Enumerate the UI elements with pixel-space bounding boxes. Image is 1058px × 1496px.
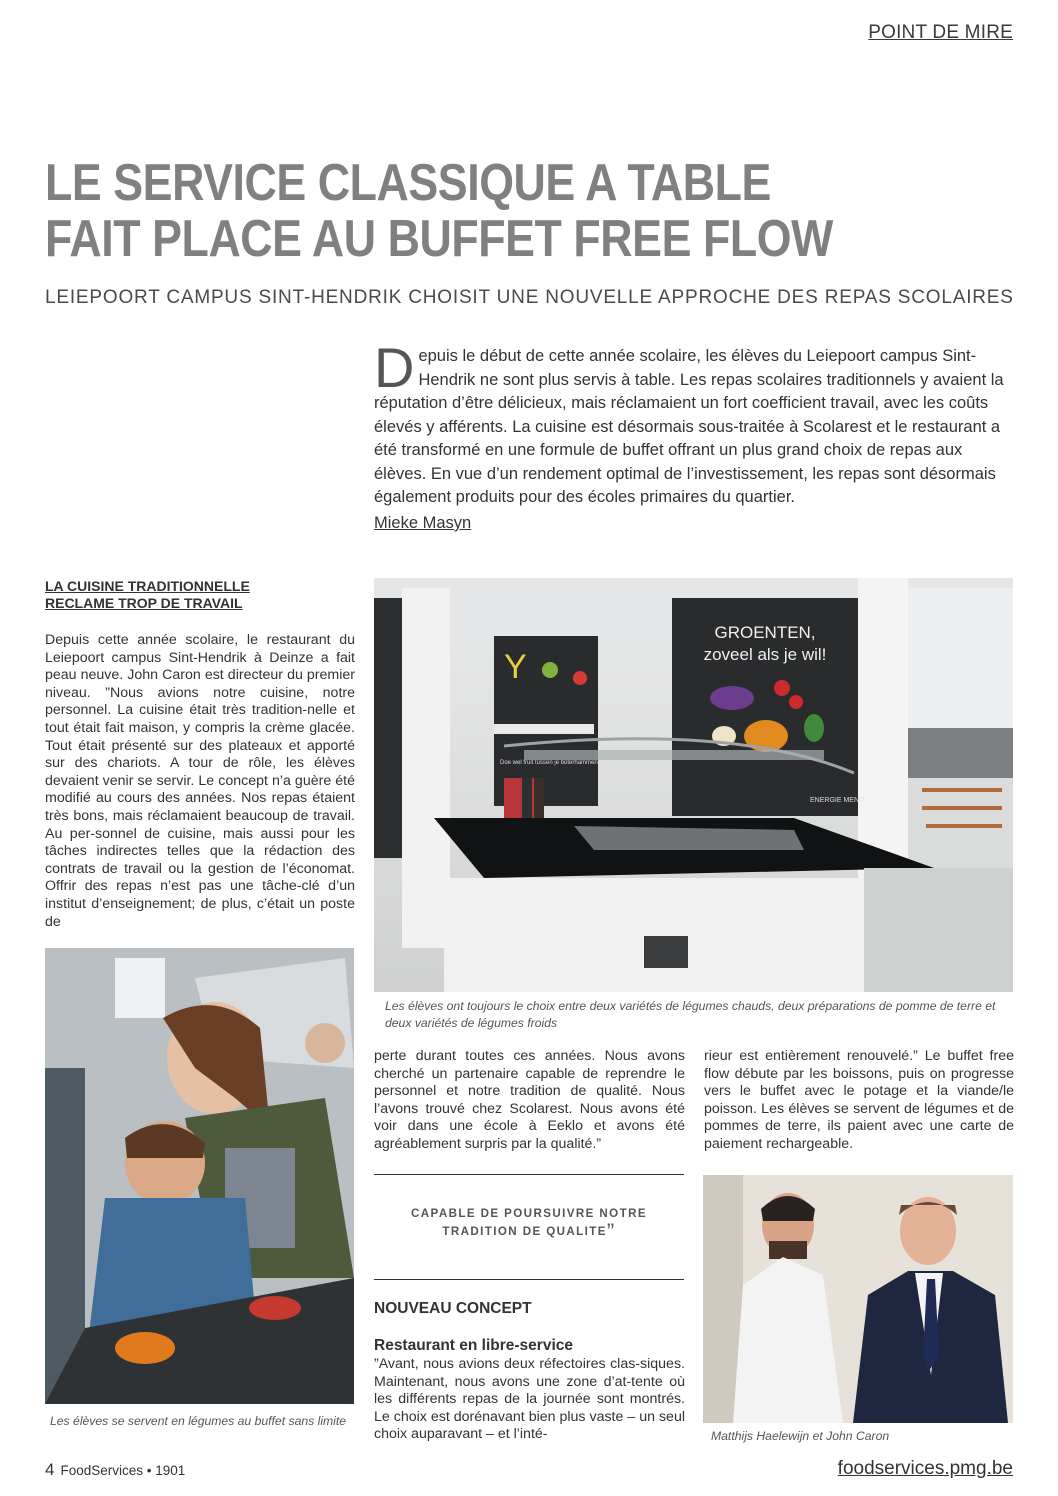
tomato-icon: [774, 680, 790, 696]
body-paragraph: ”Avant, nous avions deux réfectoires clas-siques. Maintenant, nous avons une zone d’at-tente où les différents repas de la journée sont montrés. Le choix est dorénavant bien plus vaste – un seul choix auparavant – et l’inté-: [374, 1356, 685, 1443]
intro-paragraph: [374, 336, 1010, 510]
quote-rule-bottom: [374, 1279, 684, 1280]
section-label: POINT DE MIRE: [868, 22, 1013, 43]
broccoli-icon: [804, 714, 824, 742]
control-panel: [644, 936, 688, 968]
heading-line-2: RECLAME TROP DE TRAVAIL: [45, 595, 243, 611]
strawberry-icon: [573, 671, 587, 685]
quote-mark: ”: [606, 1219, 616, 1244]
title-line-1: LE SERVICE CLASSIQUE A TABLE: [45, 154, 771, 212]
drop-cap: D: [374, 336, 415, 399]
article-subtitle: LEIEPOORT CAMPUS SINT-HENDRIK CHOISIT UNE NOUVELLE APPROCHE DES REPAS SCOLAIRES: [45, 287, 1014, 308]
sign-brand: ENERGIE MENU: [810, 797, 865, 804]
caption-portrait: Matthijs Haelewijn et John Caron: [711, 1429, 890, 1443]
buffet-counter-front: [444, 878, 864, 992]
sign-groenten-line1: GROENTEN,: [714, 623, 816, 642]
footer-url-link[interactable]: foodservices.pmg.be: [837, 1458, 1013, 1479]
heading-line-1: LA CUISINE TRADITIONNELLE: [45, 578, 250, 594]
sign-letters: Y: [504, 648, 527, 686]
section-heading-concept: NOUVEAU CONCEPT: [374, 1300, 532, 1317]
carrots: [115, 1332, 175, 1364]
column-1: [45, 578, 355, 931]
students-photo: [45, 948, 354, 1404]
pear-icon: [542, 662, 558, 678]
publication-name: FoodServices • 1901: [60, 1463, 186, 1478]
footer-publication: [45, 1460, 185, 1480]
author-byline[interactable]: Mieke Masyn: [374, 514, 472, 532]
buffet-illustration: [374, 578, 1013, 992]
quote-rule-top: [374, 1174, 684, 1175]
pull-quote: [374, 1205, 684, 1244]
body-paragraph: rieur est entièrement renouvelé.” Le buffet free flow débute par les boissons, puis on progresse vers le buffet avec le potage et la viande/le poisson. Les élèves se servent de légumes et de pommes de terre, ils paient avec une carte de paiement rechargeable.: [704, 1048, 1014, 1152]
sign-groenten-line2: zoveel als je wil!: [703, 645, 827, 664]
column-3: [704, 1048, 1014, 1154]
eggplant-icon: [710, 686, 754, 710]
body-paragraph: Depuis cette année scolaire, le restaurant du Leiepoort campus Sint-Hendrik à Deinze a fait peau neuve. John Caron est directeur du premier niveau. ”Nous avions notre cuisine, notre personnel. La cuisine était très tradition-nelle et tout était fait maison, y compris la crème glacée. Tout était présenté sur des plateaux et apporté sur des chariots. A tour de rôle, les élèves devaient venir se servir. Le concept n’a guère été modifié au cours des années. Nos repas étaient très bons, mais réclamaient beaucoup de travail. Au per-sonnel de cuisine, mais aussi pour les tâches indirectes telles que la rédaction des contrats de travail ou la gestion de l’économat. Offrir des repas n’est pas une tâche-clé d’un institut d’enseignement; de plus, c’était un poste de: [45, 632, 355, 930]
caption-students: Les élèves se servent en légumes au buffet sans limite: [50, 1414, 347, 1428]
caption-buffet: Les élèves ont toujours le choix entre deux variétés de légumes chauds, deux préparations de pomme de terre et deux variétés de légumes froids: [385, 999, 996, 1030]
title-line-2: FAIT PLACE AU BUFFET FREE FLOW: [45, 210, 833, 268]
body-paragraph: perte durant toutes ces années. Nous avons cherché un partenaire capable de reprendre le personnel et notre tradition de qualité. Nous l’avons trouvé chez Scolarest. Nous avons été voir dans une école à Eeklo et avons été agréablement surpris par la qualité.”: [374, 1048, 685, 1152]
portrait-illustration: [703, 1175, 1013, 1423]
section-heading-cuisine: [45, 578, 355, 612]
column-2: [374, 1048, 685, 1154]
pull-quote-text: CAPABLE DE POURSUIVRE NOTRE TRADITION DE QUALITE: [411, 1207, 647, 1238]
article-title: [45, 155, 871, 267]
subheading-restaurant: Restaurant en libre-service: [374, 1337, 574, 1354]
sign-fruit: Doe wel fruit tussen je boterhammen!: [500, 760, 600, 766]
page-number: 4: [45, 1460, 55, 1479]
portrait-photo: [703, 1175, 1013, 1423]
column-2-continued: [374, 1356, 685, 1444]
buffet-photo: [374, 578, 1013, 992]
intro-text: epuis le début de cette année scolaire, les élèves du Leiepoort campus Sint-Hendrik ne sont plus servis à table. Les repas scolaires traditionnels y avaient la réputation d’être délicieux, mais réclamaient un fort coefficient travail, avec les coûts élevés y afférents. La cuisine est désormais sous-traitée à Scolarest et le restaurant a été transformé en une formule de buffet offrant un plus grand choix de repas aux élèves. En vue d’un rendement optimal de l’investissement, les repas sont désormais également produits pour des écoles primaires du quartier.: [374, 347, 1004, 506]
students-illustration: [45, 948, 354, 1404]
